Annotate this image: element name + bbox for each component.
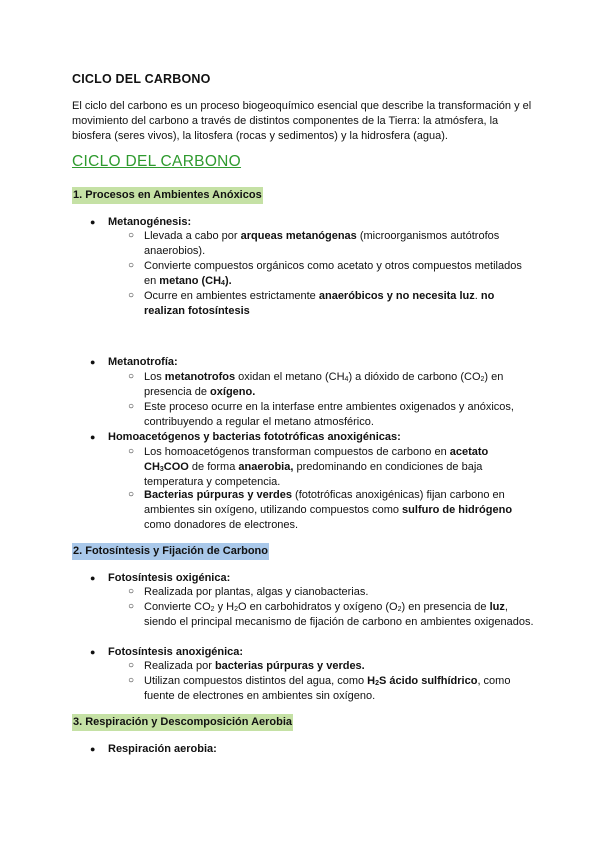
sub-item: ○ Ocurre en ambientes estrictamente anaeróbicos y no necesita luz. no realizan fotosíntesis	[128, 290, 495, 317]
list-item-metanogenesis	[90, 215, 538, 230]
bullet-icon: ●	[90, 744, 96, 754]
item-label: Metanotrofía:	[108, 356, 178, 368]
list-item-respiracion-aerobia	[90, 742, 538, 757]
list-item-metanotrofia	[90, 355, 538, 370]
sub-item: ○ Realizada por bacterias púrpuras y verdes.	[128, 660, 365, 672]
item-label: Metanogénesis:	[108, 216, 192, 228]
item-label: Fotosíntesis oxigénica:	[108, 572, 231, 584]
item-label: Fotosíntesis anoxigénica:	[108, 646, 244, 658]
sub-bullet-icon: ○	[128, 489, 135, 500]
sub-item: ○ Los homoacetógenos transforman compuestos de carbono en acetato $CH_3COO$ de forma anaerobia, predominando en condiciones de baja temperatura y competencia.	[128, 446, 489, 488]
sub-bullet-icon: ○	[128, 401, 135, 412]
sub-item: ○ Este proceso ocurre en la interfase entre ambientes oxigenados y anóxicos, contribuyendo a regular el metano atmosférico.	[128, 401, 514, 428]
sub-item: ○ Convierte $CO_2$ y $H_2O$ en carbohidratos y oxígeno $(O_2)$ en presencia de luz, siendo el principal mecanismo de fijación de carbono en ambientes oxigenados.	[128, 601, 534, 628]
sub-bullet-icon: ○	[128, 675, 135, 686]
bullet-icon: ●	[90, 357, 96, 367]
sub-bullet-icon: ○	[128, 260, 135, 271]
section-title: CICLO DEL CARBONO	[72, 153, 242, 170]
sub-item: ○ Realizada por plantas, algas y cianobacterias.	[128, 586, 369, 598]
bullet-icon: ●	[90, 432, 96, 442]
sub-item: ○ Convierte compuestos orgánicos como acetato y otros compuestos metilados en metano $(CH_4)$.	[128, 260, 522, 287]
sub-item: ○ Llevada a cabo por arqueas metanógenas (microorganismos autótrofos anaerobios).	[128, 230, 500, 257]
sub-item: ○ Utilizan compuestos distintos del agua, como $H_2S$ ácido sulfhídrico, como fuente de electrones en ambientes sin oxígeno.	[128, 675, 511, 702]
list-item-fotosintesis-oxigenica	[90, 571, 538, 586]
sub-bullet-icon: ○	[128, 601, 135, 612]
bullet-icon: ●	[90, 573, 96, 583]
bullet-icon: ●	[90, 217, 96, 227]
sub-bullet-icon: ○	[128, 371, 135, 382]
sub-bullet-icon: ○	[128, 586, 135, 597]
sub-item: ○ Los metanotrofos oxidan el metano $(CH_4)$ a dióxido de carbono $(CO_2)$ en presencia de oxígeno.	[128, 371, 504, 398]
heading-procesos-anoxicos: 1. Procesos en Ambientes Anóxicos	[72, 187, 263, 204]
sub-bullet-icon: ○	[128, 446, 135, 457]
item-label: Homoacetógenos y bacterias fototróficas anoxigénicas:	[108, 431, 401, 443]
heading-fotosintesis: 2. Fotosíntesis y Fijación de Carbono	[72, 543, 269, 560]
item-label: Respiración aerobia:	[108, 743, 217, 755]
sub-item: ○ Bacterias púrpuras y verdes (fototróficas anoxigénicas) fijan carbono en ambientes sin oxígeno, utilizando compuestos como sulfuro de hidrógeno como donadores de electrones.	[128, 489, 513, 531]
list-item-fotosintesis-anoxigenica	[90, 645, 538, 660]
document-title: CICLO DEL CARBONO	[72, 72, 211, 86]
sub-bullet-icon: ○	[128, 290, 135, 301]
sub-bullet-icon: ○	[128, 660, 135, 671]
intro-paragraph: El ciclo del carbono es un proceso biogeoquímico esencial que describe la transformación y el movimiento del carbono a través de distintos componentes de la Tierra: la atmósfera, la biosfera (seres vivos), la litosfera (rocas y sedimentos) y la hidrosfera (agua).	[72, 100, 532, 142]
heading-respiracion: 3. Respiración y Descomposición Aerobia	[72, 714, 293, 731]
sub-bullet-icon: ○	[128, 230, 135, 241]
list-item-homoacetogenos	[90, 430, 538, 445]
bullet-icon: ●	[90, 647, 96, 657]
